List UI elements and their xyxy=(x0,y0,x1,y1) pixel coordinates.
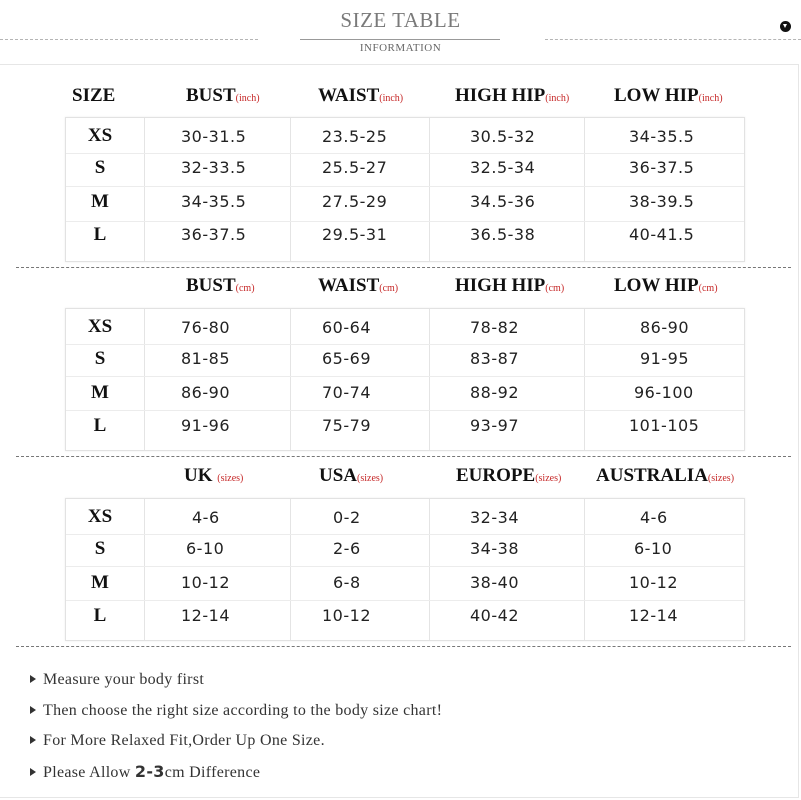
note-item xyxy=(30,762,260,782)
table-cell: 86-90 xyxy=(640,318,689,337)
table-cell: 6-10 xyxy=(634,539,673,558)
table-cell: 29.5-31 xyxy=(322,225,388,244)
cm-header-low-hip xyxy=(614,275,718,297)
table-cell: 101-105 xyxy=(629,416,700,435)
inch-header-high-hip xyxy=(455,85,569,107)
table-cell: 86-90 xyxy=(181,383,230,402)
column-header-name: EUROPE xyxy=(456,465,536,486)
table-cell: 75-79 xyxy=(322,416,371,435)
table-cell: 38-40 xyxy=(470,573,519,592)
size-label: L xyxy=(93,224,107,245)
bullet-triangle-icon xyxy=(30,768,36,776)
intl-header-uk xyxy=(184,465,243,487)
table-cell: 32.5-34 xyxy=(470,158,536,177)
table-cell: 36-37.5 xyxy=(181,225,247,244)
table-cell: 91-95 xyxy=(640,349,689,368)
inch-header-waist xyxy=(318,85,403,107)
bullet-triangle-icon xyxy=(30,706,36,714)
unit-label: (cm) xyxy=(379,283,399,294)
column-divider xyxy=(429,118,430,261)
column-divider xyxy=(429,499,430,640)
unit-label: (inch) xyxy=(698,93,723,104)
table-cell: 34-35.5 xyxy=(181,192,247,211)
page-subtitle: INFORMATION xyxy=(359,42,442,54)
table-cell: 6-8 xyxy=(333,573,361,592)
unit-label: (inch) xyxy=(235,93,260,104)
column-header-name: HIGH HIP xyxy=(455,275,546,296)
cm-header-high-hip xyxy=(455,275,564,297)
page-title: SIZE TABLE xyxy=(340,8,461,32)
table-cell: 4-6 xyxy=(640,508,668,527)
table-cell: 78-82 xyxy=(470,318,519,337)
table-cell: 36.5-38 xyxy=(470,225,536,244)
table-cell: 4-6 xyxy=(192,508,220,527)
header-divider-right xyxy=(545,39,801,40)
section-divider xyxy=(16,267,791,268)
note-item xyxy=(30,671,204,689)
table-cell: 38-39.5 xyxy=(629,192,695,211)
size-column-header: SIZE xyxy=(72,85,116,106)
column-header-name: HIGH HIP xyxy=(455,85,546,106)
note-text-pre: Please Allow xyxy=(43,764,135,781)
size-label: S xyxy=(94,348,106,369)
row-divider xyxy=(66,600,744,601)
table-cell: 23.5-25 xyxy=(322,127,388,146)
column-header-name: UK xyxy=(184,465,213,486)
table-cell: 96-100 xyxy=(634,383,694,402)
column-divider xyxy=(144,309,145,450)
size-label: XS xyxy=(87,506,113,527)
column-divider xyxy=(290,118,291,261)
unit-label: (sizes) xyxy=(535,473,562,484)
table-cell: 81-85 xyxy=(181,349,230,368)
table-cell: 65-69 xyxy=(322,349,371,368)
intl-header-australia xyxy=(596,465,734,487)
table-cell: 40-42 xyxy=(470,606,519,625)
row-divider xyxy=(66,376,744,377)
note-text-bold: 2-3 xyxy=(134,762,165,781)
size-label: L xyxy=(93,605,107,626)
size-label: M xyxy=(91,191,109,212)
row-divider xyxy=(66,534,744,535)
table-cell: 91-96 xyxy=(181,416,230,435)
column-header-name: BUST xyxy=(186,275,236,296)
header-underline xyxy=(300,39,500,40)
inch-header-bust xyxy=(186,85,260,107)
table-cell: 83-87 xyxy=(470,349,519,368)
table-cell: 10-12 xyxy=(181,573,230,592)
size-label: L xyxy=(93,415,107,436)
cm-header-bust xyxy=(186,275,255,297)
unit-label: (cm) xyxy=(698,283,718,294)
row-divider xyxy=(66,153,744,154)
unit-label: (inch) xyxy=(545,93,570,104)
intl-header-europe xyxy=(456,465,561,487)
row-divider xyxy=(66,566,744,567)
chevron-down-circle-icon[interactable] xyxy=(780,21,791,32)
table-cell: 40-41.5 xyxy=(629,225,695,244)
table-cell: 10-12 xyxy=(629,573,678,592)
column-divider xyxy=(429,309,430,450)
column-header-name: AUSTRALIA xyxy=(596,465,708,486)
header-divider-left xyxy=(0,39,258,40)
section-divider xyxy=(16,456,791,457)
unit-label: (inch) xyxy=(379,93,404,104)
table-cell: 34-35.5 xyxy=(629,127,695,146)
table-cell: 76-80 xyxy=(181,318,230,337)
column-header-name: BUST xyxy=(186,85,236,106)
unit-label: (sizes) xyxy=(357,473,384,484)
table-cell: 93-97 xyxy=(470,416,519,435)
table-cell: 27.5-29 xyxy=(322,192,388,211)
cm-header-waist xyxy=(318,275,398,297)
size-label: S xyxy=(94,538,106,559)
size-label: M xyxy=(91,382,109,403)
note-text-post: cm Difference xyxy=(164,764,261,781)
column-divider xyxy=(144,118,145,261)
note-text: Then choose the right size according to the body size chart! xyxy=(43,702,443,719)
note-item xyxy=(30,702,442,720)
table-cell: 6-10 xyxy=(186,539,225,558)
unit-label: (sizes) xyxy=(707,473,735,484)
column-header-name: LOW HIP xyxy=(614,275,699,296)
table-cell: 88-92 xyxy=(470,383,519,402)
table-cell: 0-2 xyxy=(333,508,361,527)
table-cell: 32-34 xyxy=(470,508,519,527)
unit-label: (cm) xyxy=(545,283,565,294)
note-text: For More Relaxed Fit,Order Up One Size. xyxy=(43,732,325,749)
size-label: M xyxy=(91,572,109,593)
table-cell: 12-14 xyxy=(181,606,230,625)
section-divider xyxy=(16,646,791,647)
size-label: XS xyxy=(87,125,113,146)
column-divider xyxy=(144,499,145,640)
row-divider xyxy=(66,410,744,411)
column-divider xyxy=(290,499,291,640)
unit-label: (sizes) xyxy=(217,473,244,484)
table-cell: 60-64 xyxy=(322,318,371,337)
inch-header-low-hip xyxy=(614,85,723,107)
row-divider xyxy=(66,186,744,187)
intl-header-usa xyxy=(319,465,383,487)
table-cell: 2-6 xyxy=(333,539,361,558)
table-cell: 32-33.5 xyxy=(181,158,247,177)
table-cell: 25.5-27 xyxy=(322,158,388,177)
unit-label: (cm) xyxy=(235,283,255,294)
column-divider xyxy=(584,499,585,640)
table-cell: 10-12 xyxy=(322,606,371,625)
column-divider xyxy=(290,309,291,450)
size-label: XS xyxy=(87,316,113,337)
row-divider xyxy=(66,221,744,222)
note-text: Measure your body first xyxy=(43,671,205,688)
table-cell: 30-31.5 xyxy=(181,127,247,146)
column-header-name: WAIST xyxy=(318,275,380,296)
note-item xyxy=(30,732,325,750)
table-cell: 30.5-32 xyxy=(470,127,536,146)
table-cell: 34-38 xyxy=(470,539,519,558)
bullet-triangle-icon xyxy=(30,675,36,683)
row-divider xyxy=(66,344,744,345)
size-label: S xyxy=(94,157,106,178)
column-header-name: USA xyxy=(319,465,358,486)
column-divider xyxy=(584,309,585,450)
table-cell: 12-14 xyxy=(629,606,678,625)
column-divider xyxy=(584,118,585,261)
bullet-triangle-icon xyxy=(30,736,36,744)
table-cell: 34.5-36 xyxy=(470,192,536,211)
column-header-name: LOW HIP xyxy=(614,85,699,106)
table-cell: 36-37.5 xyxy=(629,158,695,177)
column-header-name: WAIST xyxy=(318,85,380,106)
table-cell: 70-74 xyxy=(322,383,371,402)
